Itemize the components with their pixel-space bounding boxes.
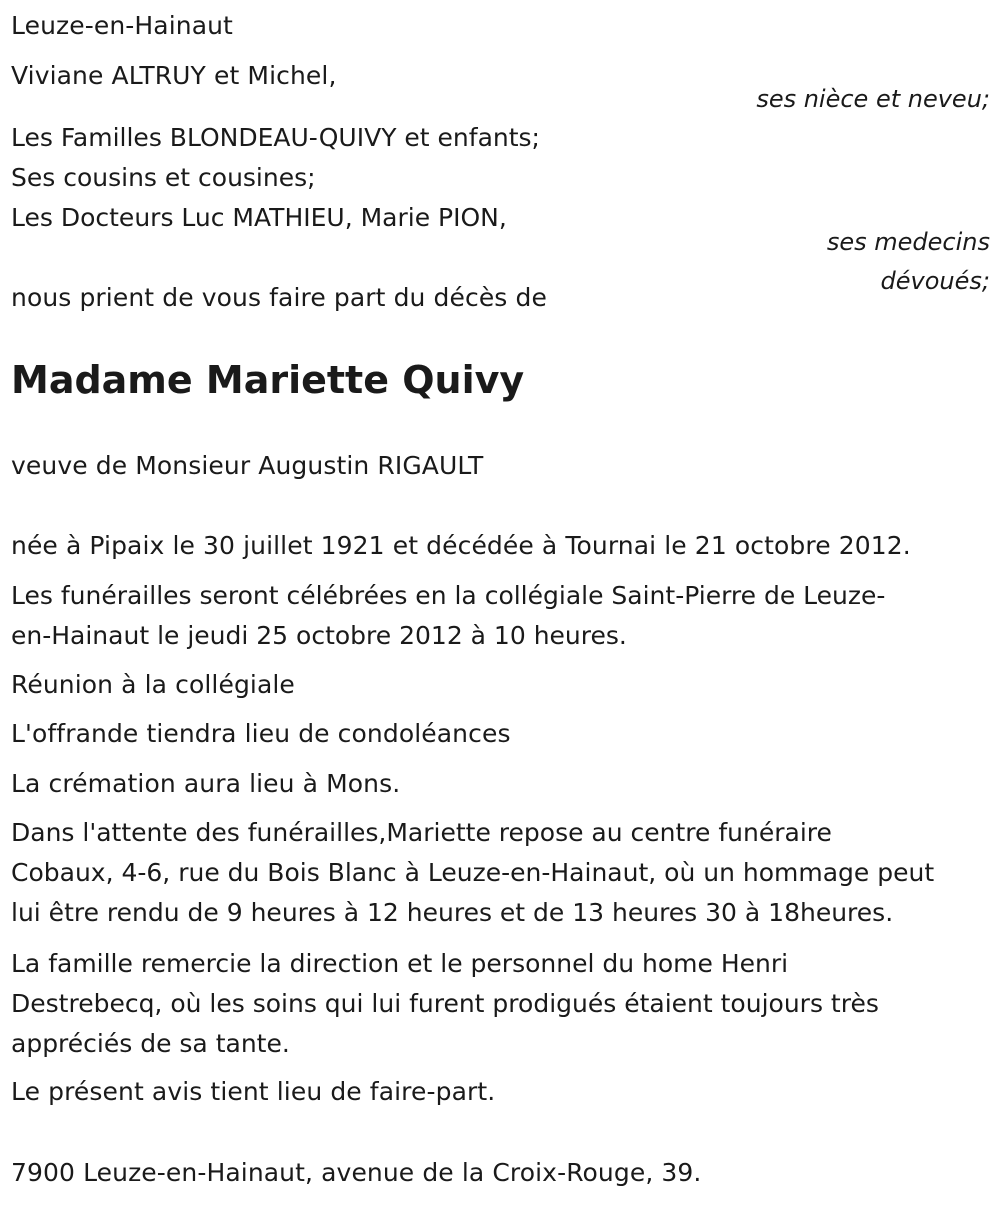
widow-of-text: veuve de Monsieur Augustin RIGAULT [11,451,484,480]
funeral-line-2: en-Hainaut le jeudi 25 octobre 2012 à 10 heures. [11,621,627,650]
rest-line-2: Cobaux, 4-6, rue du Bois Blanc à Leuze-en-Hainaut, où un hommage peut [11,858,935,887]
announce-text: nous prient de vous faire part du décès de [11,283,547,312]
role-doctors-a: ses medecins [826,228,990,256]
thanks-line-2: Destrebecq, où les soins qui lui furent prodigués étaient toujours très [11,989,879,1018]
family-line-doctors: Les Docteurs Luc MATHIEU, Marie PION, [11,203,507,232]
thanks-line-1: La famille remercie la direction et le personnel du home Henri [11,949,789,978]
role-niece-nephew: ses nièce et neveu; [756,85,990,113]
thanks-paragraph [11,944,879,1064]
notice-text: Le présent avis tient lieu de faire-part. [11,1077,496,1106]
address-text: 7900 Leuze-en-Hainaut, avenue de la Croix-Rouge, 39. [11,1158,702,1187]
rest-line-1: Dans l'attente des funérailles,Mariette repose au centre funéraire [11,818,832,847]
deceased-name: Madame Mariette Quivy [11,358,525,402]
offering-text: L'offrande tiendra lieu de condoléances [11,719,511,748]
location-heading: Leuze-en-Hainaut [11,11,233,40]
family-line-niece-nephew: Viviane ALTRUY et Michel, [11,61,337,90]
family-line-cousins: Ses cousins et cousines; [11,163,316,192]
family-list [11,118,540,238]
rest-paragraph [11,813,934,933]
family-line-families: Les Familles BLONDEAU-QUIVY et enfants; [11,123,540,152]
reunion-text: Réunion à la collégiale [11,670,295,699]
rest-line-3: lui être rendu de 9 heures à 12 heures et de 13 heures 30 à 18heures. [11,898,894,927]
role-doctors-b: dévoués; [880,267,990,295]
funeral-line-1: Les funérailles seront célébrées en la collégiale Saint-Pierre de Leuze- [11,581,886,610]
funeral-paragraph [11,576,885,656]
birth-death-text: née à Pipaix le 30 juillet 1921 et décédée à Tournai le 21 octobre 2012. [11,531,911,560]
thanks-line-3: appréciés de sa tante. [11,1029,290,1058]
cremation-text: La crémation aura lieu à Mons. [11,769,401,798]
